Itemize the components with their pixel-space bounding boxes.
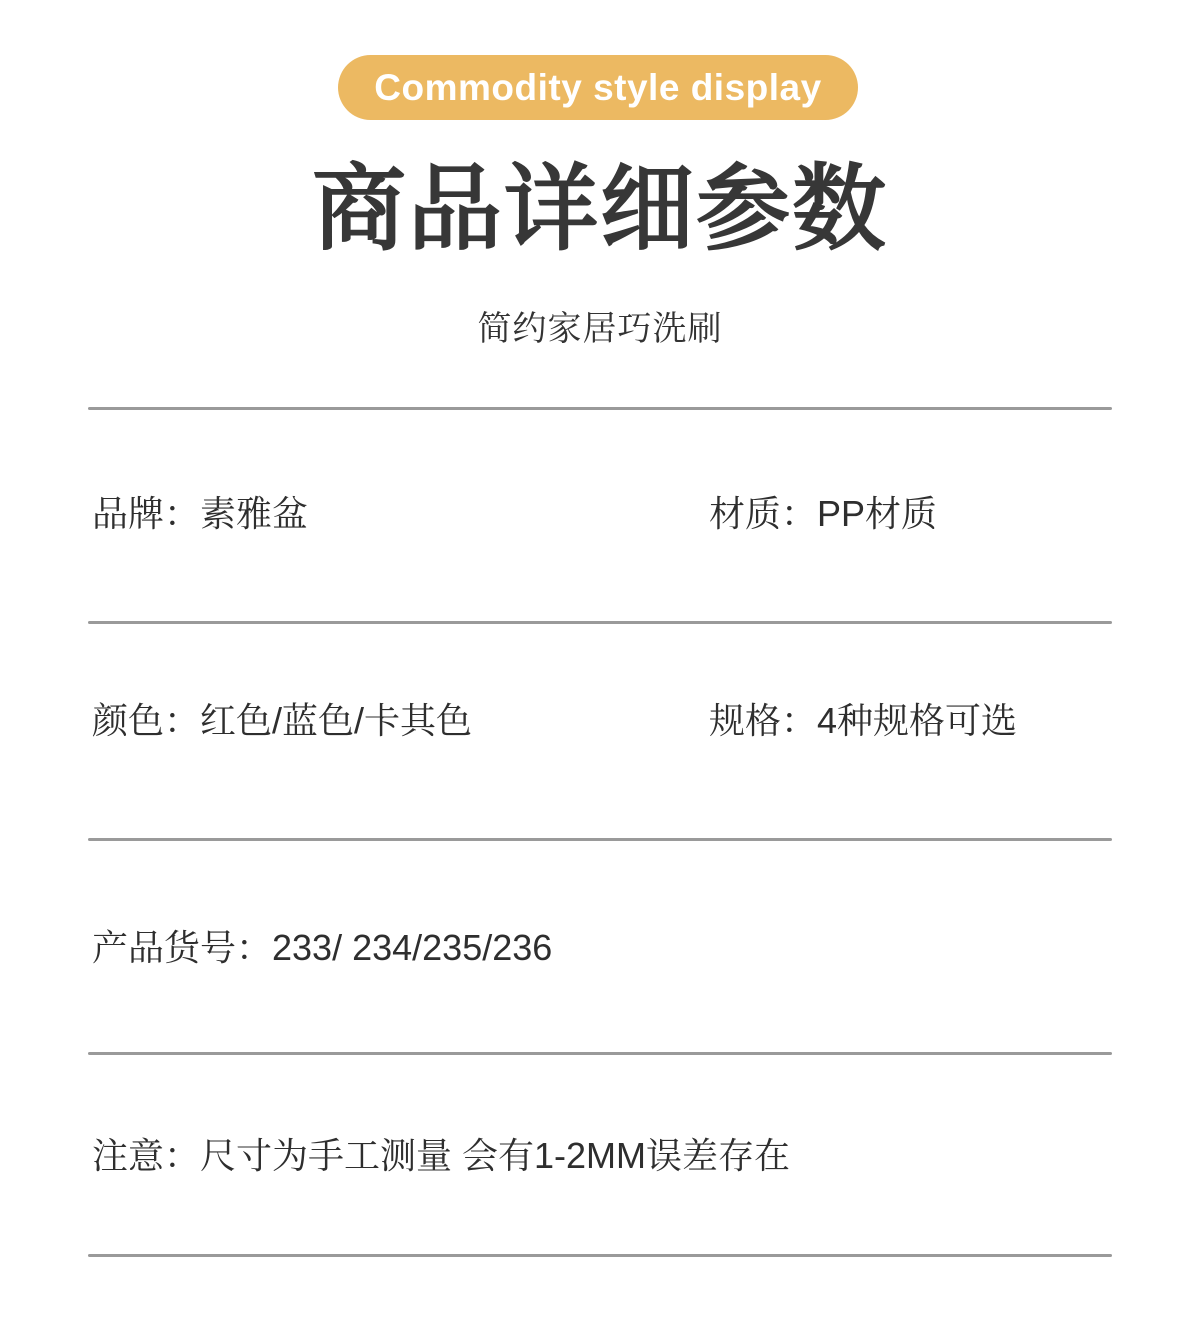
- spec-label-color: 颜色：: [92, 700, 201, 741]
- divider: [88, 1254, 1112, 1257]
- divider: [88, 407, 1112, 410]
- spec-value-notice: 尺寸为手工测量 会有1-2MM误差存在: [200, 1135, 791, 1176]
- spec-cell-color: [92, 698, 472, 745]
- page-subtitle: 简约家居巧洗刷: [477, 310, 723, 348]
- page-title: 商品详细参数: [311, 156, 888, 261]
- spec-label-notice: 注意：: [92, 1135, 201, 1176]
- spec-value-item-number: 233/ 234/235/236: [272, 927, 553, 968]
- spec-value-material: PP材质: [817, 493, 938, 534]
- spec-value-specification: 4种规格可选: [817, 700, 1018, 741]
- spec-value-color: 红色/蓝色/卡其色: [200, 700, 473, 741]
- spec-cell-brand: [92, 491, 308, 538]
- divider: [88, 838, 1112, 841]
- spec-label-item-number: 产品货号：: [92, 927, 273, 968]
- section-badge-label: Commodity style display: [374, 66, 822, 108]
- spec-cell-specification: [709, 698, 1017, 745]
- spec-value-brand: 素雅盆: [200, 493, 309, 534]
- spec-cell-item-number: [92, 925, 552, 972]
- section-badge: [338, 55, 858, 120]
- spec-cell-notice: [92, 1133, 790, 1180]
- spec-cell-material: [709, 491, 937, 538]
- spec-label-specification: 规格：: [709, 700, 818, 741]
- spec-label-brand: 品牌：: [92, 493, 201, 534]
- spec-label-material: 材质：: [709, 493, 818, 534]
- divider: [88, 1052, 1112, 1055]
- divider: [88, 621, 1112, 624]
